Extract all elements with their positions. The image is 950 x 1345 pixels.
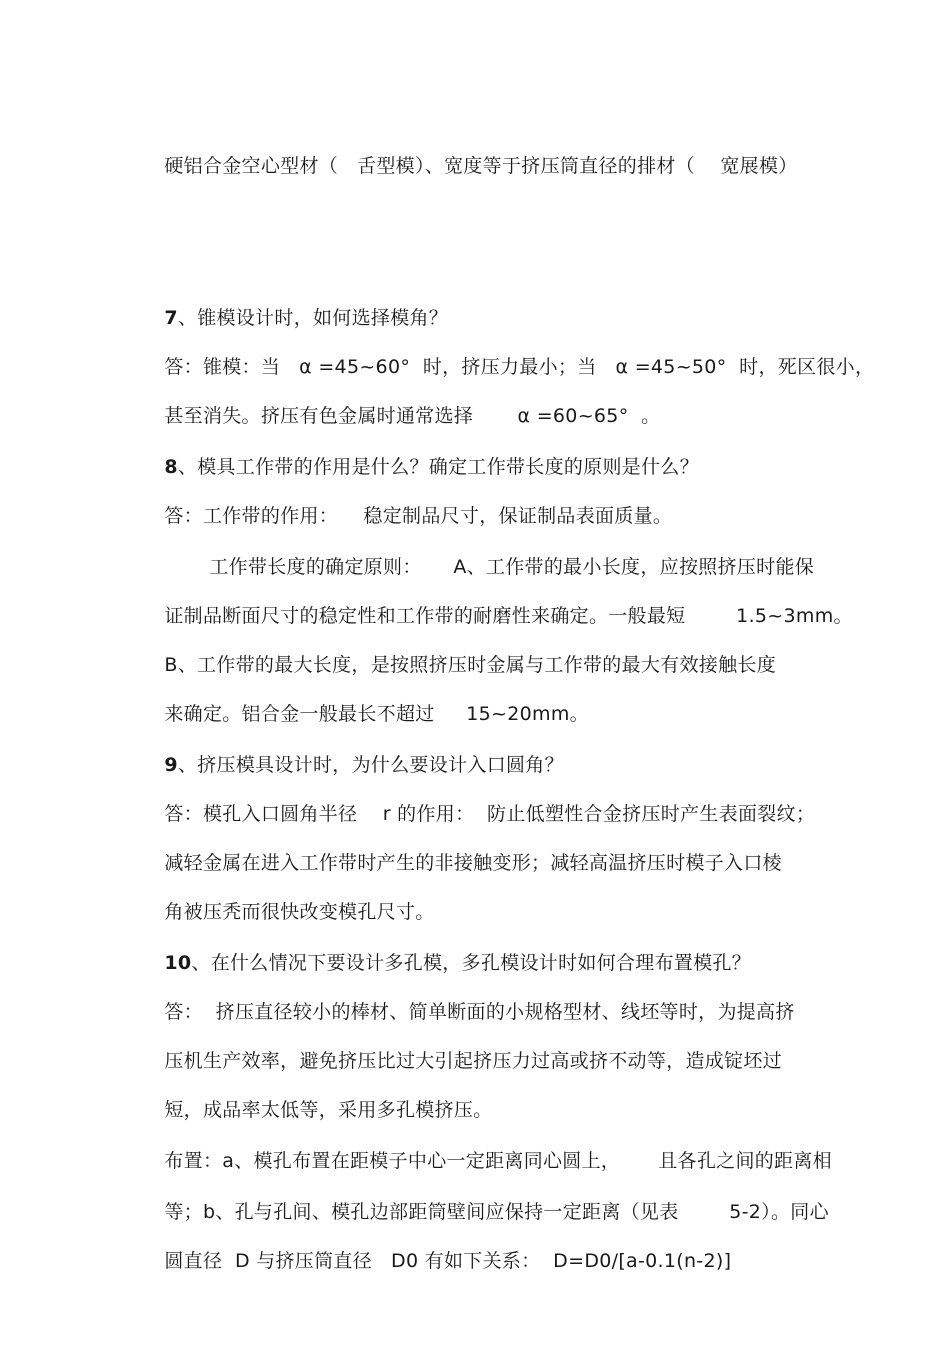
answer-10-line-3: 短，成品率太低等，采用多孔模挤压。 <box>164 1099 493 1121</box>
text-line-1: 硬铝合金空心型材（ 舌型模）、宽度等于挤压筒直径的排材（ 宽展模） <box>164 155 798 177</box>
answer-9-line-2: 减轻金属在进入工作带时产生的非接触变形；减轻高温挤压时模子入口棱 <box>164 852 782 874</box>
question-10: 10、在什么情况下要设计多孔模，多孔模设计时如何合理布置模孔？ <box>164 952 752 974</box>
answer-10-line-1: 答： 挤压直径较小的棒材、简单断面的小规格型材、线坯等时，为提高挤 <box>164 1001 795 1023</box>
answer-10-line-2: 压机生产效率，避免挤压比过大引起挤压力过高或挤不动等，造成锭坯过 <box>164 1050 782 1072</box>
answer-8-line-2: 工作带长度的确定原则： A、工作带的最小长度，应按照挤压时能保 <box>209 556 815 578</box>
answer-8-line-4: B、工作带的最大长度，是按照挤压时金属与工作带的最大有效接触长度 <box>164 654 776 676</box>
answer-7-line-2: 甚至消失。挤压有色金属时通常选择 α =60~65° 。 <box>164 405 661 427</box>
answer-10-line-5: 等；b、孔与孔间、模孔边部距筒壁间应保持一定距离（见表 5-2）。同心 <box>164 1201 829 1223</box>
question-number: 7 <box>164 307 178 329</box>
question-number: 10 <box>164 952 192 974</box>
question-number: 8 <box>164 456 178 478</box>
answer-8-line-5: 来确定。铝合金一般最长不超过 15~20mm。 <box>164 703 589 725</box>
answer-7-line-1: 答：锥模：当 α =45~60° 时，挤压力最小；当 α =45~50° 时，死区很小， <box>164 356 875 378</box>
question-9: 9、挤压模具设计时，为什么要设计入口圆角？ <box>164 754 564 776</box>
answer-9-line-1: 答：模孔入口圆角半径 r 的作用： 防止低塑性合金挤压时产生表面裂纹； <box>164 803 816 825</box>
answer-8-line-3: 证制品断面尺寸的稳定性和工作带的耐磨性来确定。一般最短 1.5~3mm。 <box>164 605 853 627</box>
question-7: 7、锥模设计时，如何选择模角？ <box>164 307 449 329</box>
answer-9-line-3: 角被压秃而很快改变模孔尺寸。 <box>164 901 435 923</box>
answer-10-line-6: 圆直径 D 与挤压筒直径 D0 有如下关系： D=D0/[a-0.1(n-2)] <box>164 1250 732 1272</box>
question-number: 9 <box>164 754 178 776</box>
answer-8-line-1: 答：工作带的作用： 稳定制品尺寸，保证制品表面质量。 <box>164 505 673 527</box>
answer-10-line-4: 布置：a、模孔布置在距模子中心一定距离同心圆上， 且各孔之间的距离相 <box>164 1150 832 1172</box>
question-8: 8、模具工作带的作用是什么？确定工作带长度的原则是什么？ <box>164 456 699 478</box>
